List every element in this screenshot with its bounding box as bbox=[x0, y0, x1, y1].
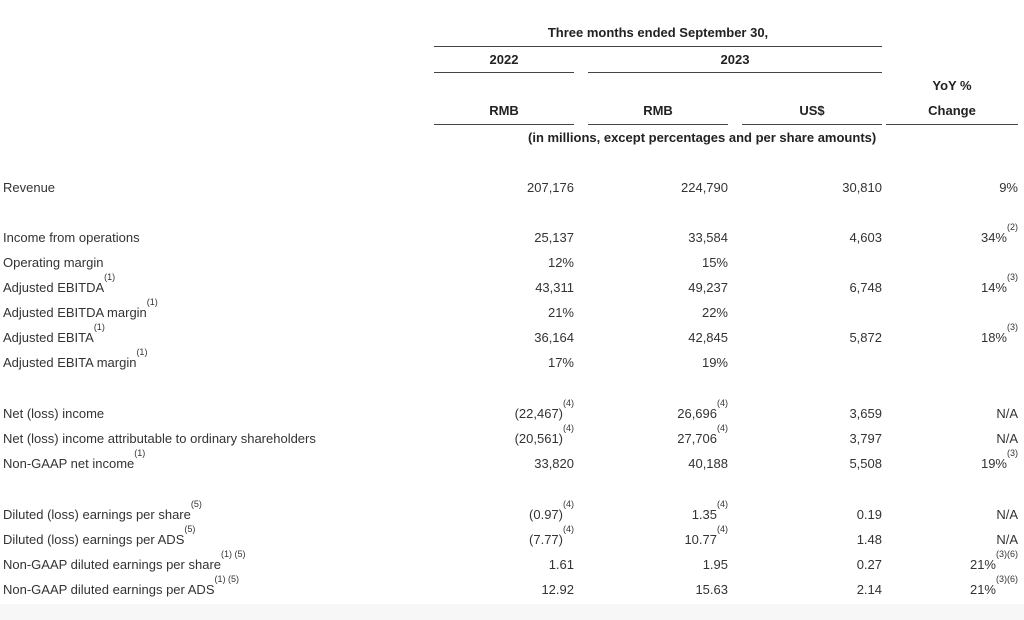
value-yoy-change-footnote: (3) bbox=[1007, 272, 1018, 282]
value-2023-rmb-text: 15% bbox=[701, 255, 728, 270]
value-2023-usd: 0.19 bbox=[856, 507, 882, 522]
bottom-shade bbox=[0, 604, 1024, 620]
value-2022-rmb bbox=[434, 330, 574, 345]
value-2023-rmb bbox=[588, 180, 728, 195]
row-label-footnote: (1) bbox=[93, 322, 105, 332]
row-label-text: Net (loss) income attributable to ordinary shareholders bbox=[3, 431, 316, 446]
value-2023-rmb-text: 27,706 bbox=[677, 431, 717, 446]
value-2023-rmb-text: 19% bbox=[701, 355, 728, 370]
value-2023-rmb bbox=[588, 582, 728, 597]
value-2023-rmb-footnote: (4) bbox=[717, 524, 728, 534]
value-yoy-change bbox=[886, 180, 1018, 195]
value-yoy-change-text: 14% bbox=[980, 280, 1007, 295]
row-label-text: Non-GAAP diluted earnings per ADS bbox=[3, 582, 215, 597]
value-2023-usd: 5,872 bbox=[849, 330, 882, 345]
row-label-text: Net (loss) income bbox=[3, 406, 105, 421]
row-label-footnote: (1) bbox=[136, 347, 148, 357]
value-2022-rmb bbox=[434, 305, 574, 320]
units-note: (in millions, except percentages and per share amounts) bbox=[528, 130, 877, 145]
row-label-footnote: (1) bbox=[146, 297, 158, 307]
value-2023-rmb-text: 40,188 bbox=[688, 456, 728, 471]
value-2022-rmb-text: 12% bbox=[547, 255, 574, 270]
value-2023-usd: 0.27 bbox=[856, 557, 882, 572]
value-yoy-change bbox=[886, 322, 1018, 345]
value-yoy-change-text: 19% bbox=[980, 456, 1007, 471]
currency-usd-underline bbox=[742, 124, 882, 125]
value-yoy-change bbox=[886, 272, 1018, 295]
row-label bbox=[3, 180, 55, 195]
row-label bbox=[3, 230, 140, 245]
value-2023-usd: 3,797 bbox=[849, 431, 882, 446]
row-label-text: Operating margin bbox=[3, 255, 104, 270]
row-label-text: Adjusted EBITA margin bbox=[3, 355, 137, 370]
row-label bbox=[3, 549, 246, 572]
value-2022-rmb bbox=[434, 398, 574, 421]
row-label-text: Revenue bbox=[3, 180, 56, 195]
currency-rmb-2022: RMB bbox=[489, 103, 519, 118]
value-2023-rmb bbox=[588, 499, 728, 522]
value-2022-rmb bbox=[434, 499, 574, 522]
value-2022-rmb-footnote: (4) bbox=[563, 499, 574, 509]
value-2023-rmb-text: 33,584 bbox=[688, 230, 728, 245]
value-yoy-change-text: 21% bbox=[969, 582, 996, 597]
value-yoy-change bbox=[886, 406, 1018, 421]
value-2022-rmb bbox=[434, 456, 574, 471]
value-2022-rmb-text: (20,561) bbox=[514, 431, 563, 446]
value-2022-rmb-text: 43,311 bbox=[535, 280, 574, 295]
value-2023-rmb-text: 15.63 bbox=[695, 582, 728, 597]
value-2022-rmb-text: 25,137 bbox=[534, 230, 574, 245]
value-2023-rmb-text: 49,237 bbox=[688, 280, 728, 295]
value-2022-rmb bbox=[434, 230, 574, 245]
value-2023-rmb bbox=[588, 255, 728, 270]
value-yoy-change-footnote: (2) bbox=[1007, 222, 1018, 232]
value-yoy-change bbox=[886, 507, 1018, 522]
value-yoy-change-text: 21% bbox=[969, 557, 996, 572]
row-label bbox=[3, 524, 196, 547]
value-2023-usd: 5,508 bbox=[849, 456, 882, 471]
value-2023-usd: 1.48 bbox=[856, 532, 882, 547]
row-label-footnote: (1) bbox=[104, 272, 116, 282]
row-label-text: Non-GAAP net income bbox=[3, 456, 135, 471]
row-label bbox=[3, 574, 239, 597]
yoy-header-line1: YoY % bbox=[932, 78, 972, 93]
value-2022-rmb bbox=[434, 180, 574, 195]
value-2022-rmb bbox=[434, 280, 574, 295]
row-label-footnote: (5) bbox=[190, 499, 202, 509]
value-2023-usd: 6,748 bbox=[849, 280, 882, 295]
row-label-text: Diluted (loss) earnings per ADS bbox=[3, 532, 185, 547]
value-yoy-change-text: N/A bbox=[996, 406, 1018, 421]
row-label bbox=[3, 322, 105, 345]
value-2023-rmb-text: 224,790 bbox=[681, 180, 728, 195]
period-header: Three months ended September 30, bbox=[547, 25, 769, 40]
year-2022-header: 2022 bbox=[489, 52, 519, 67]
value-2022-rmb bbox=[434, 255, 574, 270]
value-2023-rmb bbox=[588, 423, 728, 446]
value-2023-rmb-text: 22% bbox=[701, 305, 728, 320]
value-2023-rmb-text: 10.77 bbox=[684, 532, 717, 547]
value-2023-rmb bbox=[588, 456, 728, 471]
row-label bbox=[3, 448, 146, 471]
value-2023-rmb bbox=[588, 305, 728, 320]
value-2022-rmb bbox=[434, 557, 574, 572]
row-label bbox=[3, 499, 202, 522]
value-2023-rmb-text: 1.95 bbox=[702, 557, 728, 572]
value-2023-usd: 3,659 bbox=[849, 406, 882, 421]
value-2022-rmb bbox=[434, 524, 574, 547]
value-2023-rmb-text: 26,696 bbox=[677, 406, 717, 421]
value-2022-rmb-footnote: (4) bbox=[563, 524, 574, 534]
currency-2022-underline bbox=[434, 124, 574, 125]
value-2022-rmb bbox=[434, 582, 574, 597]
value-2023-rmb bbox=[588, 280, 728, 295]
row-label bbox=[3, 347, 148, 370]
value-2022-rmb-text: 207,176 bbox=[527, 180, 574, 195]
currency-rmb-2023: RMB bbox=[643, 103, 673, 118]
year-2023-header: 2023 bbox=[720, 52, 750, 67]
value-2022-rmb bbox=[434, 355, 574, 370]
value-2022-rmb-text: 21% bbox=[547, 305, 574, 320]
value-2022-rmb-text: 17% bbox=[547, 355, 574, 370]
value-2022-rmb-footnote: (4) bbox=[563, 398, 574, 408]
value-yoy-change bbox=[886, 222, 1018, 245]
yoy-header-line2: Change bbox=[928, 103, 976, 118]
value-2022-rmb-footnote: (4) bbox=[563, 423, 574, 433]
value-yoy-change-text: N/A bbox=[996, 431, 1018, 446]
value-yoy-change bbox=[886, 574, 1018, 597]
row-label-footnote: (1) bbox=[134, 448, 146, 458]
value-2023-rmb-footnote: (4) bbox=[717, 423, 728, 433]
value-yoy-change-footnote: (3)(6) bbox=[996, 574, 1018, 584]
row-label-footnote: (5) bbox=[184, 524, 196, 534]
row-label bbox=[3, 406, 104, 421]
row-label bbox=[3, 297, 158, 320]
row-label-footnote: (1) (5) bbox=[214, 574, 239, 584]
value-2023-rmb-footnote: (4) bbox=[717, 499, 728, 509]
value-yoy-change-text: 9% bbox=[999, 180, 1018, 195]
value-2022-rmb-text: 12.92 bbox=[541, 582, 574, 597]
value-yoy-change-footnote: (3) bbox=[1007, 322, 1018, 332]
value-yoy-change bbox=[886, 549, 1018, 572]
row-label bbox=[3, 272, 116, 295]
value-yoy-change-text: 18% bbox=[980, 330, 1007, 345]
value-2023-rmb bbox=[588, 330, 728, 345]
value-2022-rmb-text: 1.61 bbox=[548, 557, 574, 572]
value-yoy-change-footnote: (3)(6) bbox=[996, 549, 1018, 559]
row-label-text: Adjusted EBITDA bbox=[3, 280, 105, 295]
row-label bbox=[3, 255, 103, 270]
value-2023-rmb bbox=[588, 355, 728, 370]
value-2023-rmb bbox=[588, 398, 728, 421]
value-2022-rmb-text: (7.77) bbox=[529, 532, 563, 547]
value-2023-rmb-footnote: (4) bbox=[717, 398, 728, 408]
value-2023-usd: 2.14 bbox=[856, 582, 882, 597]
value-2023-rmb-text: 42,845 bbox=[688, 330, 728, 345]
value-2022-rmb-text: (0.97) bbox=[529, 507, 563, 522]
value-yoy-change bbox=[886, 532, 1018, 547]
row-label-text: Adjusted EBITDA margin bbox=[3, 305, 147, 320]
year-2023-underline bbox=[588, 72, 882, 73]
value-yoy-change-footnote: (3) bbox=[1007, 448, 1018, 458]
value-2023-rmb bbox=[588, 557, 728, 572]
value-yoy-change-text: N/A bbox=[996, 507, 1018, 522]
row-label-text: Adjusted EBITA bbox=[3, 330, 94, 345]
value-yoy-change bbox=[886, 431, 1018, 446]
currency-usd: US$ bbox=[799, 103, 825, 118]
value-2023-usd: 4,603 bbox=[849, 230, 882, 245]
value-2023-rmb bbox=[588, 230, 728, 245]
row-label-footnote: (1) (5) bbox=[221, 549, 246, 559]
value-yoy-change-text: N/A bbox=[996, 532, 1018, 547]
yoy-underline bbox=[886, 124, 1018, 125]
row-label-text: Income from operations bbox=[3, 230, 140, 245]
value-2023-rmb bbox=[588, 524, 728, 547]
period-underline bbox=[434, 46, 882, 47]
row-label bbox=[3, 431, 316, 446]
value-yoy-change-text: 34% bbox=[980, 230, 1007, 245]
year-2022-underline bbox=[434, 72, 574, 73]
value-2022-rmb-text: 36,164 bbox=[534, 330, 574, 345]
value-2022-rmb-text: (22,467) bbox=[514, 406, 563, 421]
value-2022-rmb-text: 33,820 bbox=[534, 456, 574, 471]
value-2023-usd: 30,810 bbox=[842, 180, 882, 195]
row-label-text: Non-GAAP diluted earnings per share bbox=[3, 557, 221, 572]
value-2022-rmb bbox=[434, 423, 574, 446]
row-label-text: Diluted (loss) earnings per share bbox=[3, 507, 191, 522]
value-yoy-change bbox=[886, 448, 1018, 471]
value-2023-rmb-text: 1.35 bbox=[691, 507, 717, 522]
currency-2023-underline bbox=[588, 124, 728, 125]
